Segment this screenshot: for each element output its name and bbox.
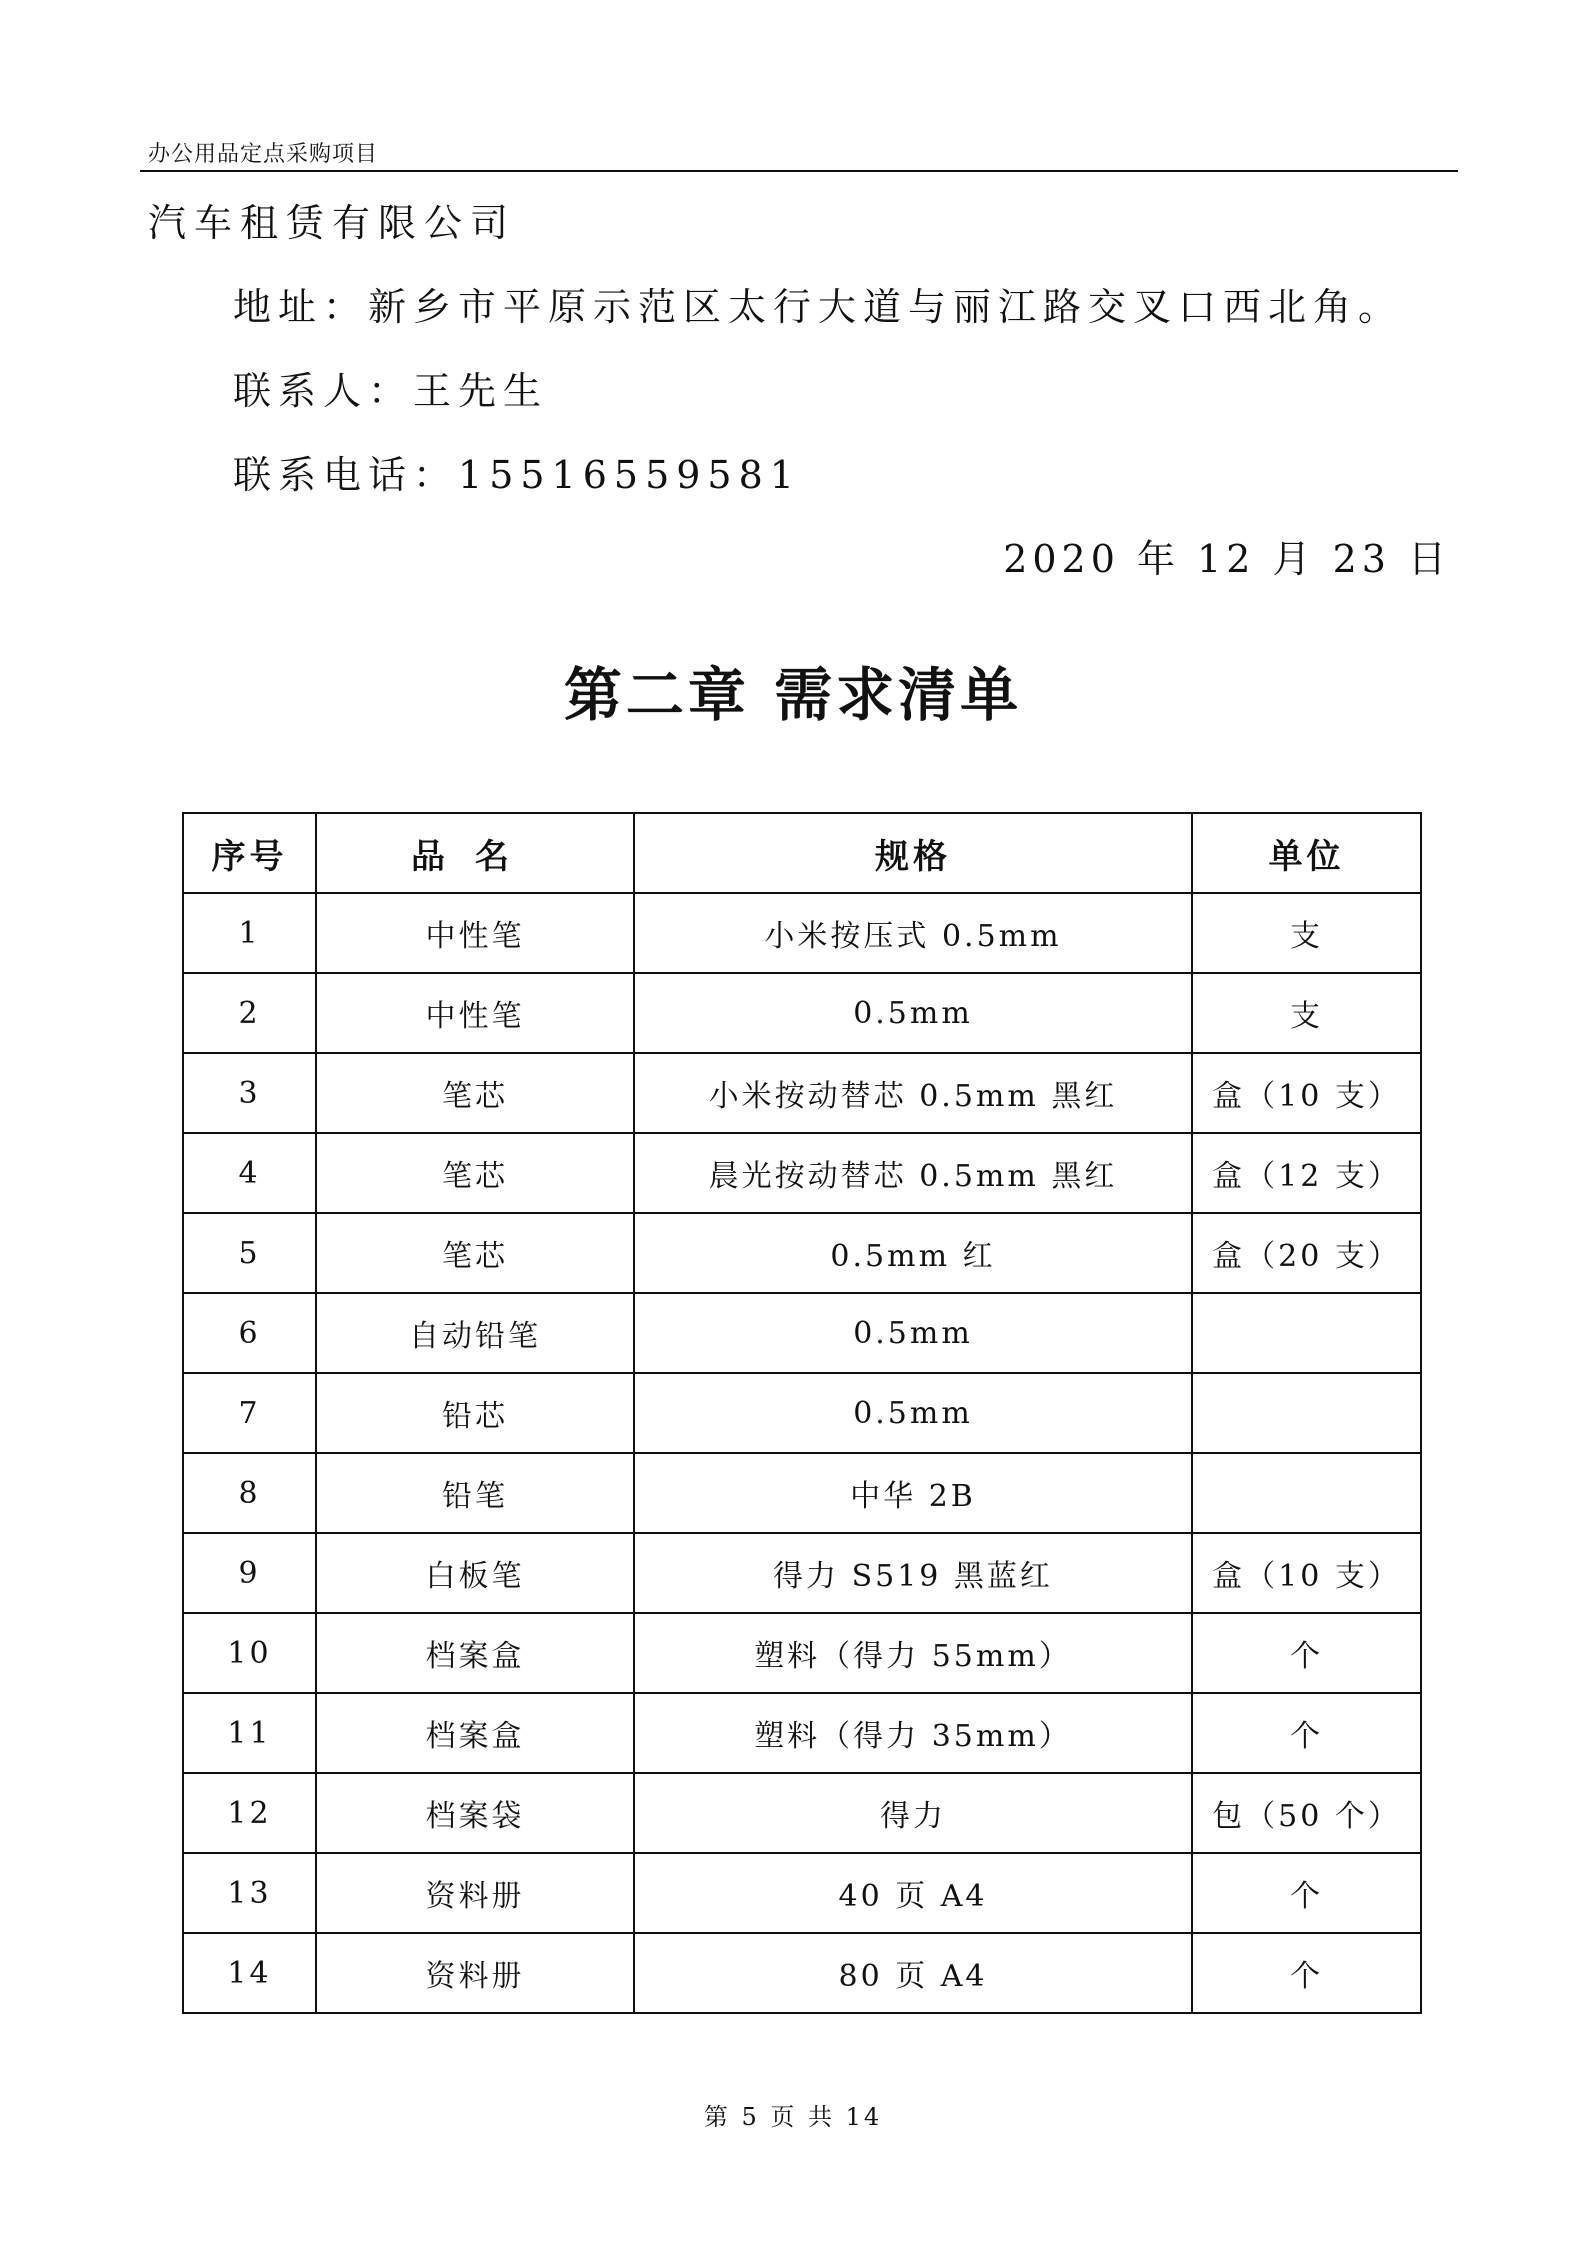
cell-name: 铅芯 [316,1373,634,1453]
document-header-title: 办公用品定点采购项目 [148,142,379,167]
cell-spec: 80 页 A4 [634,1933,1192,2013]
requirements-table [182,812,1422,2014]
cell-unit: 个 [1192,1853,1421,1933]
address-label: 地址： [233,285,369,329]
table-row [183,1053,1421,1133]
address-value: 新乡市平原示范区太行大道与丽江路交叉口西北角。 [368,285,1404,329]
cell-unit: 个 [1192,1933,1421,2013]
cell-name: 笔芯 [316,1213,634,1293]
phone-line [233,444,801,499]
header-divider [140,170,1458,172]
table-row [183,1293,1421,1373]
table-row [183,1373,1421,1453]
phone-value: 15516559581 [458,453,801,497]
cell-no: 12 [183,1773,316,1853]
cell-no: 10 [183,1613,316,1693]
cell-spec: 0.5mm [634,1373,1192,1453]
cell-name: 档案盒 [316,1693,634,1773]
cell-spec: 晨光按动替芯 0.5mm 黑红 [634,1133,1192,1213]
cell-no: 5 [183,1213,316,1293]
cell-unit: 盒（10 支） [1192,1533,1421,1613]
cell-no: 7 [183,1373,316,1453]
cell-unit: 盒（12 支） [1192,1133,1421,1213]
cell-name: 资料册 [316,1933,634,2013]
cell-name: 中性笔 [316,893,634,973]
cell-unit: 支 [1192,973,1421,1053]
cell-unit: 支 [1192,893,1421,973]
cell-unit: 个 [1192,1693,1421,1773]
cell-spec: 0.5mm [634,1293,1192,1373]
chapter-title: 第二章 需求清单 [563,661,1023,729]
cell-unit: 包（50 个） [1192,1773,1421,1853]
cell-no: 4 [183,1133,316,1213]
cell-unit [1192,1293,1421,1373]
cell-name: 笔芯 [316,1133,634,1213]
table-body [183,893,1421,2013]
cell-name: 档案袋 [316,1773,634,1853]
cell-unit: 盒（10 支） [1192,1053,1421,1133]
table-header-row [183,813,1421,893]
cell-spec: 得力 S519 黑蓝红 [634,1533,1192,1613]
cell-unit: 个 [1192,1613,1421,1693]
cell-no: 3 [183,1053,316,1133]
table-row [183,1693,1421,1773]
cell-name: 铅笔 [316,1453,634,1533]
cell-spec: 0.5mm [634,973,1192,1053]
table-row [183,1933,1421,2013]
cell-no: 6 [183,1293,316,1373]
cell-spec: 得力 [634,1773,1192,1853]
document-date: 2020 年 12 月 23 日 [1003,537,1451,581]
header-name: 品名 [316,813,634,893]
table-row [183,1613,1421,1693]
cell-no: 13 [183,1853,316,1933]
cell-name: 中性笔 [316,973,634,1053]
cell-unit: 盒（20 支） [1192,1213,1421,1293]
company-name: 汽车租赁有限公司 [148,201,517,245]
cell-unit [1192,1453,1421,1533]
cell-spec: 塑料（得力 35mm） [634,1693,1192,1773]
table-row [183,1773,1421,1853]
table-row [183,1853,1421,1933]
cell-spec: 小米按动替芯 0.5mm 黑红 [634,1053,1192,1133]
cell-no: 14 [183,1933,316,2013]
cell-unit [1192,1373,1421,1453]
cell-no: 1 [183,893,316,973]
table-row [183,1533,1421,1613]
cell-spec: 40 页 A4 [634,1853,1192,1933]
table-row [183,973,1421,1053]
table-row [183,1213,1421,1293]
cell-name: 资料册 [316,1853,634,1933]
cell-spec: 0.5mm 红 [634,1213,1192,1293]
phone-label: 联系电话： [233,453,459,497]
cell-spec: 小米按压式 0.5mm [634,893,1192,973]
header-no: 序号 [183,813,316,893]
table-row [183,1133,1421,1213]
header-unit: 单位 [1192,813,1421,893]
cell-no: 11 [183,1693,316,1773]
cell-spec: 塑料（得力 55mm） [634,1613,1192,1693]
table-row [183,893,1421,973]
contact-label: 联系人： [233,369,414,413]
cell-name: 档案盒 [316,1613,634,1693]
cell-no: 8 [183,1453,316,1533]
table-row [183,1453,1421,1533]
contact-line [233,360,548,415]
cell-name: 笔芯 [316,1053,634,1133]
cell-name: 白板笔 [316,1533,634,1613]
cell-name: 自动铅笔 [316,1293,634,1373]
header-spec: 规格 [634,813,1192,893]
cell-no: 9 [183,1533,316,1613]
cell-no: 2 [183,973,316,1053]
address-line [233,276,1403,331]
contact-value: 王先生 [413,369,549,413]
cell-spec: 中华 2B [634,1453,1192,1533]
page-footer: 第 5 页 共 14 [703,2103,883,2131]
